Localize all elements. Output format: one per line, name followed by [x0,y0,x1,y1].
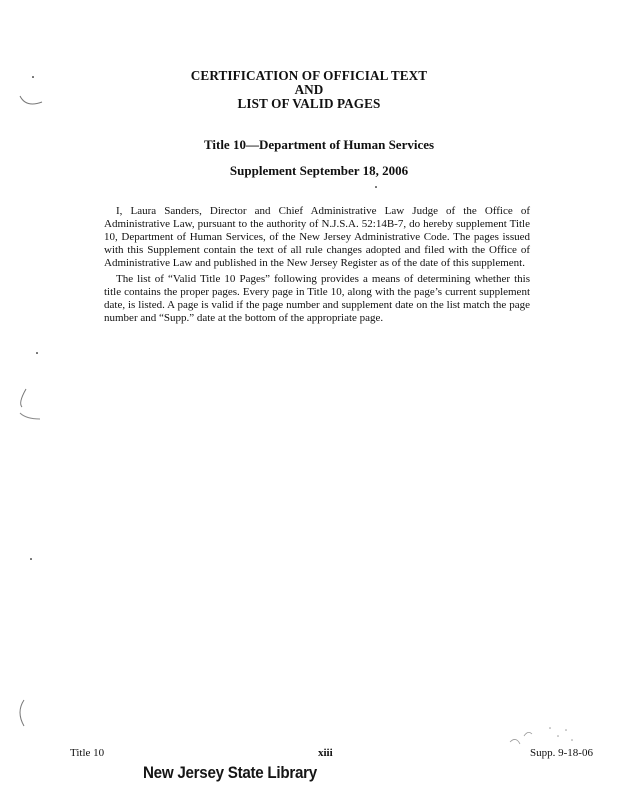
scan-dot [30,558,32,560]
valid-pages-paragraph: The list of “Valid Title 10 Pages” following provides a means of determining whether this title contains the proper pages. Every page in Title 10, along with the page’s current supplement date, is listed. A page is valid if the page number and supplement date on the list match the page number and “Supp.” date at the bottom of the appropriate page. [104,273,530,324]
certification-paragraph: I, Laura Sanders, Director and Chief Administrative Law Judge of the Office of Administrative Law, pursuant to the authority of N.J.S.A. 52:14B-7, do hereby supplement Title 10, Department of Human Services, of the New Jersey Administrative Code. The pages issued with this Supplement contain the text of all rule changes adopted and filed with the Office of Administrative Law and published in the New Jersey Register as of the date of this supplement. [104,205,530,269]
library-stamp: New Jersey State Library [143,764,317,782]
valid-pages-heading: LIST OF VALID PAGES [237,96,381,111]
scan-dot [32,76,34,78]
footer-supplement-date: Supp. 9-18-06 [530,747,593,759]
title-heading: Title 10—Department of Human Services [203,137,435,152]
heading-and: AND [294,82,324,97]
supplement-date-heading: Supplement September 18, 2006 [229,163,409,178]
certification-heading: CERTIFICATION OF OFFICIAL TEXT [190,68,428,83]
hole-punch-mark-bottom [14,696,44,732]
hole-punch-mark-middle [16,385,46,425]
scan-dot [375,186,377,188]
footer-title: Title 10 [70,747,105,759]
footer-page-number: xiii [318,747,333,759]
scan-dot [36,352,38,354]
